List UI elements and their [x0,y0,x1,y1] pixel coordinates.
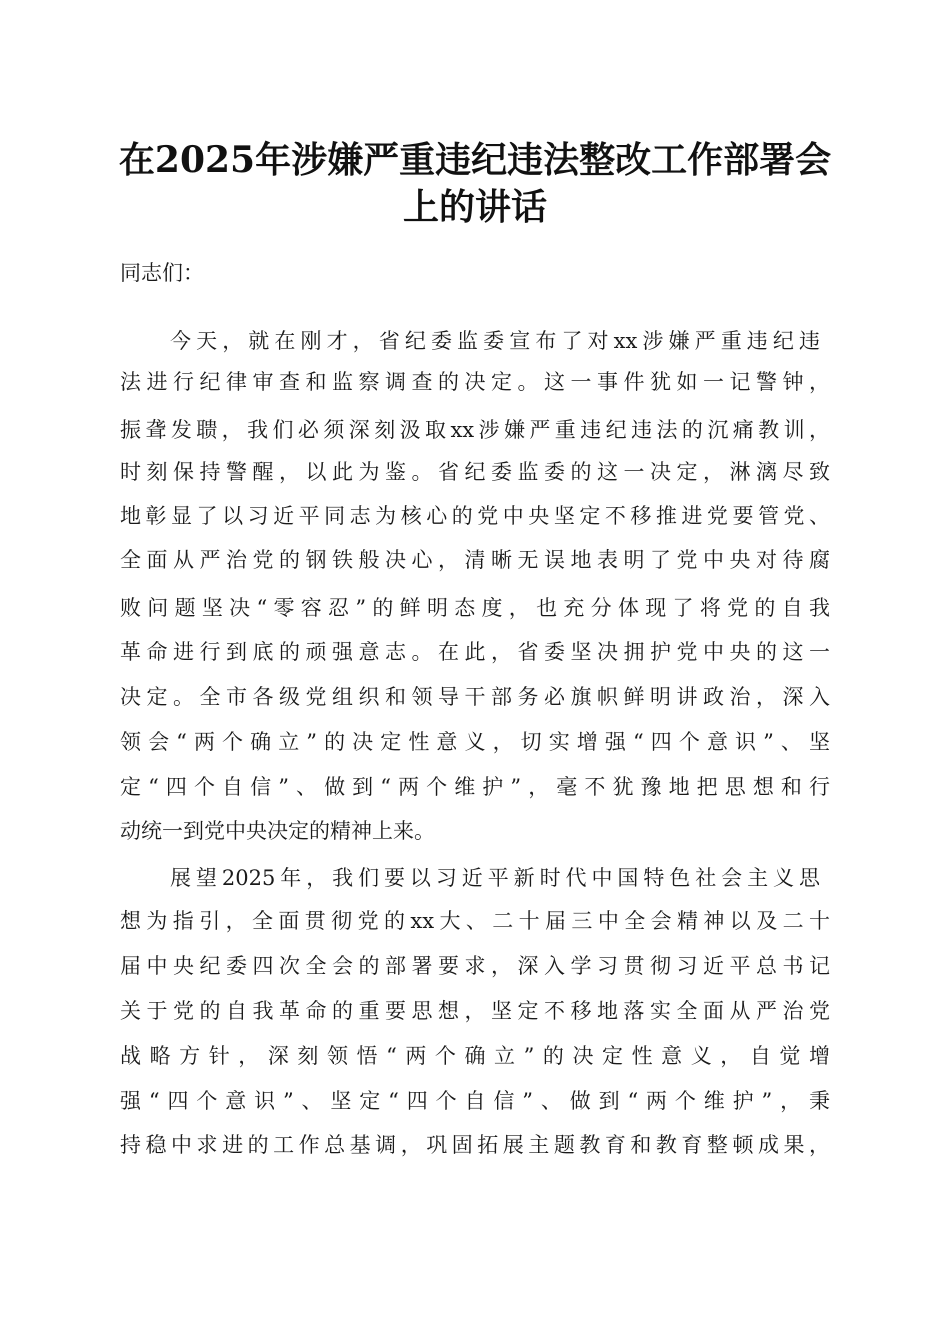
paragraph-2-line: 强“四个意识”、坚定“四个自信”、做到“两个维护”，秉 [120,1089,830,1113]
paragraph-1-line: 今天，就在刚才，省纪委监委宣布了对xx涉嫌严重违纪违 [170,329,820,353]
document-title-line-1: 在2025年涉嫌严重违纪违法整改工作部署会 [118,139,832,181]
paragraph-1-line: 动统一到党中央决定的精神上来。 [120,819,435,843]
paragraph-1-line: 法进行纪律审查和监察调查的决定。这一事件犹如一记警钟， [120,370,830,394]
document-title-line-2: 上的讲话 [402,186,547,228]
paragraph-1-line: 全面从严治党的钢铁般决心，清晰无误地表明了党中央对待腐 [120,548,830,572]
paragraph-1-line: 时刻保持警醒，以此为鉴。省纪委监委的这一决定，淋漓尽致 [120,460,830,484]
paragraph-2-line: 战略方针，深刻领悟“两个确立”的决定性意义，自觉增 [120,1044,830,1068]
paragraph-1-line: 领会“两个确立”的决定性意义，切实增强“四个意识”、坚 [120,730,830,754]
paragraph-1-line: 败问题坚决“零容忍”的鲜明态度，也充分体现了将党的自我 [120,596,830,620]
paragraph-1-line: 革命进行到底的顽强意志。在此，省委坚决拥护党中央的这一 [120,640,830,664]
paragraph-1-line: 地彰显了以习近平同志为核心的党中央坚定不移推进党要管党、 [120,504,830,528]
paragraph-2-line: 展望2025年，我们要以习近平新时代中国特色社会主义思 [170,866,820,890]
paragraph-1-line: 决定。全市各级党组织和领导干部务必旗帜鲜明讲政治，深入 [120,685,830,709]
paragraph-1-line: 振聋发聩，我们必须深刻汲取xx涉嫌严重违纪违法的沉痛教训， [120,418,830,442]
greeting: 同志们： [120,261,204,285]
paragraph-2-line: 届中央纪委四次全会的部署要求，深入学习贯彻习近平总书记 [120,954,830,978]
paragraph-1-line: 定“四个自信”、做到“两个维护”，毫不犹豫地把思想和行 [120,775,830,799]
paragraph-2-line: 关于党的自我革命的重要思想，坚定不移地落实全面从严治党 [120,999,830,1023]
paragraph-2-line: 持稳中求进的工作总基调，巩固拓展主题教育和教育整顿成果， [120,1133,830,1157]
paragraph-2-line: 想为指引，全面贯彻党的xx大、二十届三中全会精神以及二十 [120,909,830,933]
